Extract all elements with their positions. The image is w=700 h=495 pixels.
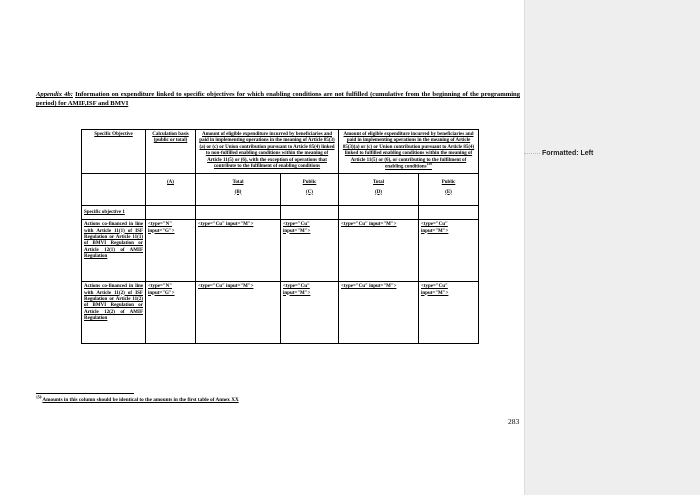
subheader-public-label: Public [302, 180, 317, 186]
subheader-public-c [281, 174, 339, 206]
table-row [82, 220, 479, 282]
subheader-empty [82, 174, 146, 206]
total-b-input: <type="Cu" input="M"> [196, 282, 281, 344]
appendix-label: Appendix 4b: [36, 91, 73, 98]
section-label: Specific objective 1 [82, 206, 146, 220]
subheader-total-d [339, 174, 419, 206]
header-fulfilled-text: Amount of eligible expenditure incurred by beneficiaries and paid in implementing operations in the meaning of Article 85(3)(a) or (c) or Union contribution pursuant to Article 85(4) linked to fulfilled enabling conditions within the meaning of Article 11(5) or (6), or contributing to the fulfilment of enabling conditions [342, 132, 475, 170]
page-number: 283 [508, 417, 520, 426]
row-label: Actions co-financed in line with Article 11(2) of ISF Regulation or Article 11(2) of BMVI Regulation or Article 12(2) of AMIF Regulation [82, 282, 146, 344]
footnote-separator [36, 393, 134, 394]
subheader-a: (A) [146, 174, 196, 206]
footnote-ref: 150 [426, 162, 432, 167]
subheader-public-e [419, 174, 479, 206]
total-d-input: <type="Cu" input="M"> [339, 282, 419, 344]
comment-connector [524, 153, 540, 154]
header-calculation-basis: Calculation basis (public or total) [146, 130, 196, 174]
table-cell [339, 206, 419, 220]
public-e-input: <type="Cu" input="M"> [419, 282, 479, 344]
calc-basis-input: <type="N" input="G"> [146, 282, 196, 344]
table-cell [146, 206, 196, 220]
table-header-row [82, 130, 479, 174]
table-cell [419, 206, 479, 220]
public-c-input: <type="Cu" input="M"> [281, 282, 339, 344]
header-fulfilled-expenditure [339, 130, 479, 174]
header-non-fulfilled-expenditure: Amount of eligible expenditure incurred by beneficiaries and paid in implementing operations in the meaning of Article 85(3)(a) or (c) or Union contribution pursuant to Article 85(4) linked to non-fulfilled enabling conditions within the meaning of Article 11(5) or (6), with the exception of operations that contribute to the fulfilment of enabling conditions [196, 130, 339, 174]
subheader-total-b [196, 174, 281, 206]
subheader-public-label: Public [441, 180, 456, 186]
subheader-total-label: Total [232, 180, 244, 186]
subheader-c-label: (C) [306, 189, 313, 195]
footnote-text: Amounts in this column should be identical to the amounts in the first table of Annex XX [42, 397, 239, 403]
total-b-input: <type="Cu" input="M"> [196, 220, 281, 282]
calc-basis-input: <type="N" input="G"> [146, 220, 196, 282]
footnote [36, 397, 239, 403]
appendix-title: Information on expenditure linked to specific objectives for which enabling conditions are not fulfilled (cumulative from the beginning of the programming period) for AMIF,ISF and BMVI [36, 91, 520, 107]
table-row [82, 282, 479, 344]
row-label: Actions co-financed in line with Article 11(1) of ISF Regulation or Article 11(1) of BMVI Regulation or Article 12(1) of AMIF Regulation [82, 220, 146, 282]
subheader-b-label: (B) [234, 189, 242, 195]
footnote-number: 150 [36, 395, 42, 400]
subheader-e-label: (E) [445, 189, 452, 195]
subheader-d-label: (D) [375, 189, 382, 195]
appendix-heading [36, 90, 520, 108]
table-cell [196, 206, 281, 220]
public-c-input: <type="Cu" input="M"> [281, 220, 339, 282]
table-cell [281, 206, 339, 220]
subheader-total-label: Total [373, 180, 384, 186]
table-subheader-row [82, 174, 479, 206]
section-row [82, 206, 479, 220]
total-d-input: <type="Cu" input="M"> [339, 220, 419, 282]
expenditure-table [81, 129, 479, 344]
comments-pane [524, 0, 700, 495]
header-specific-objective: Specific Objective [82, 130, 146, 174]
formatting-comment[interactable]: Formatted: Left [542, 150, 594, 157]
public-e-input: <type="Cu" input="M"> [419, 220, 479, 282]
